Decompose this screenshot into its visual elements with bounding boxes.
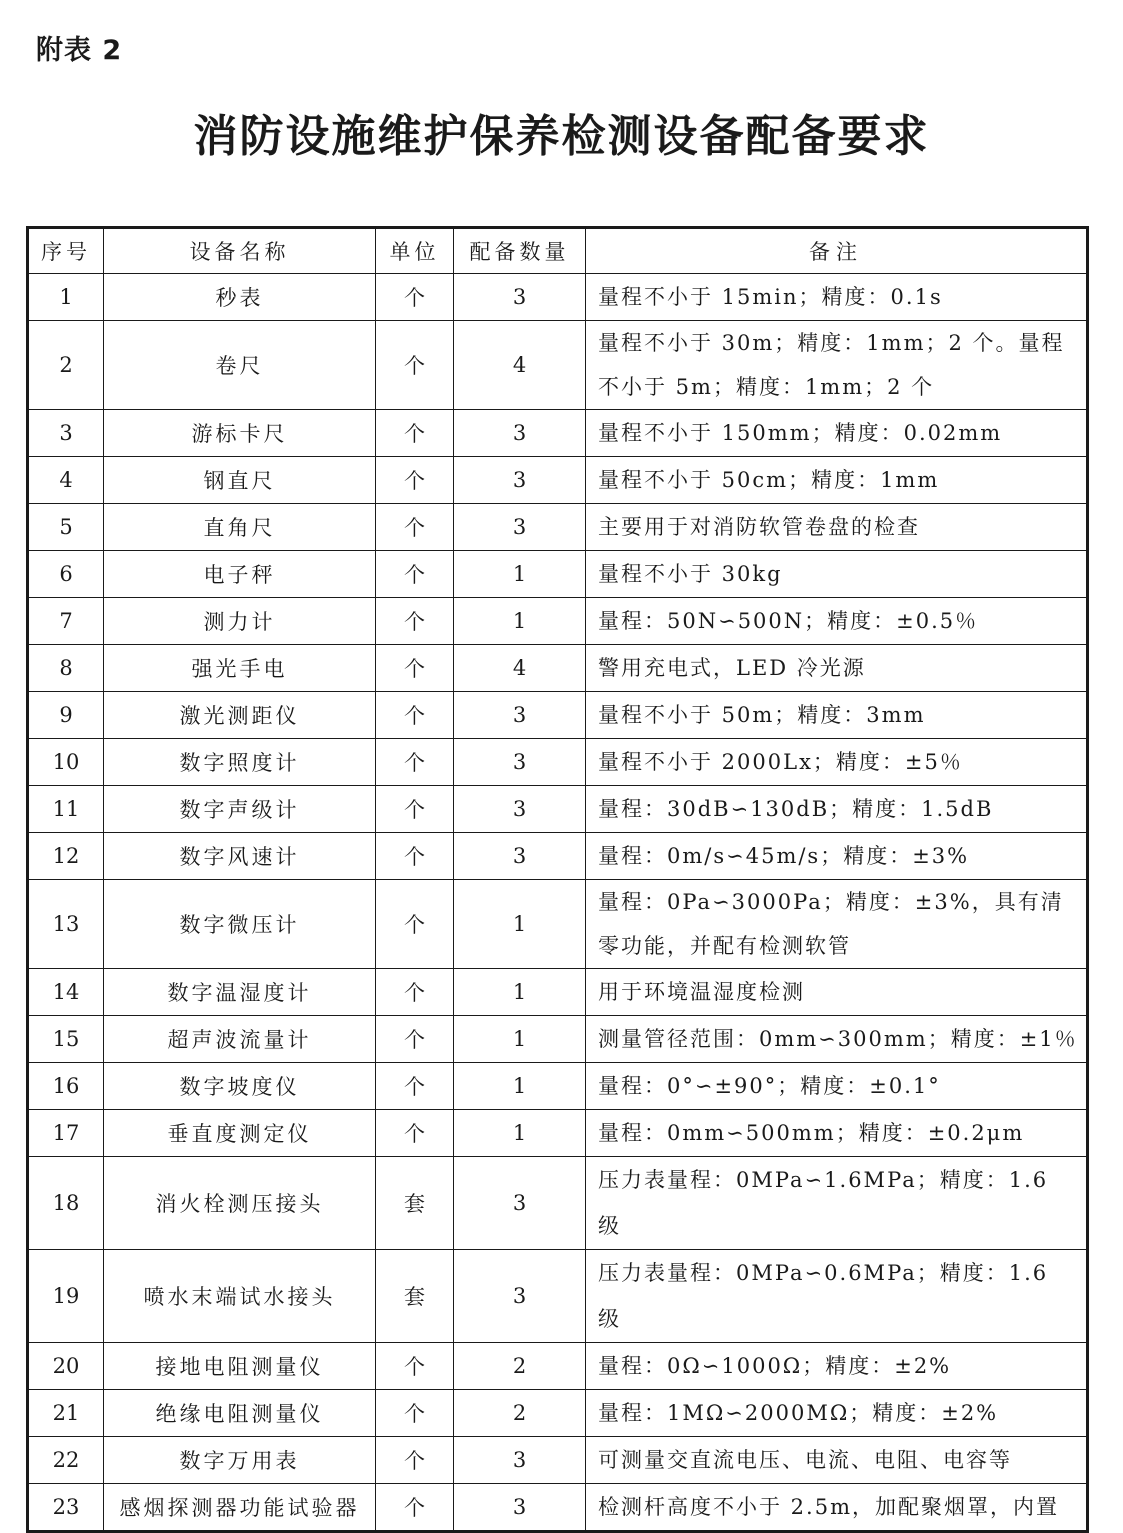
table-row (28, 880, 1088, 969)
cell-no: 15 (28, 1016, 104, 1063)
cell-unit: 个 (376, 410, 454, 457)
header-unit: 单位 (376, 228, 454, 274)
cell-name: 超声波流量计 (104, 1016, 376, 1063)
cell-note: 可测量交直流电压、电流、电阻、电容等 (586, 1437, 1088, 1484)
cell-note: 检测杆高度不小于 2.5m，加配聚烟罩，内置 (586, 1484, 1088, 1532)
page-title: 消防设施维护保养检测设备配备要求 (193, 111, 930, 162)
cell-unit: 个 (376, 1110, 454, 1157)
header-note: 备注 (586, 228, 1088, 274)
table-row (28, 969, 1088, 1016)
cell-unit: 个 (376, 457, 454, 504)
cell-no: 5 (28, 504, 104, 551)
cell-name: 数字万用表 (104, 1437, 376, 1484)
cell-name: 数字声级计 (104, 786, 376, 833)
cell-no: 7 (28, 598, 104, 645)
table-row (28, 1063, 1088, 1110)
table-row (28, 833, 1088, 880)
cell-no: 3 (28, 410, 104, 457)
cell-name: 数字温湿度计 (104, 969, 376, 1016)
cell-qty: 3 (454, 1484, 586, 1532)
cell-name: 秒表 (104, 274, 376, 321)
cell-qty: 2 (454, 1390, 586, 1437)
cell-no: 1 (28, 274, 104, 321)
cell-no: 20 (28, 1343, 104, 1390)
table-row (28, 274, 1088, 321)
cell-note: 量程：0mm∽500mm；精度：±0.2μm (586, 1110, 1088, 1157)
cell-note: 量程：0°∽±90°；精度：±0.1° (586, 1063, 1088, 1110)
appendix-label: 附表 2 (36, 35, 123, 66)
cell-qty: 4 (454, 645, 586, 692)
cell-unit: 个 (376, 551, 454, 598)
table-row (28, 1016, 1088, 1063)
cell-no: 4 (28, 457, 104, 504)
cell-name: 接地电阻测量仪 (104, 1343, 376, 1390)
cell-no: 11 (28, 786, 104, 833)
cell-note: 量程：0m/s∽45m/s；精度：±3% (586, 833, 1088, 880)
cell-unit: 个 (376, 274, 454, 321)
cell-qty: 3 (454, 274, 586, 321)
cell-unit: 个 (376, 504, 454, 551)
header-name: 设备名称 (104, 228, 376, 274)
cell-unit: 个 (376, 1437, 454, 1484)
cell-qty: 3 (454, 504, 586, 551)
cell-note: 量程不小于 15min；精度：0.1s (586, 274, 1088, 321)
cell-no: 9 (28, 692, 104, 739)
cell-unit: 套 (376, 1250, 454, 1343)
cell-name: 数字风速计 (104, 833, 376, 880)
cell-no: 13 (28, 880, 104, 969)
table-row (28, 598, 1088, 645)
cell-name: 消火栓测压接头 (104, 1157, 376, 1250)
cell-no: 14 (28, 969, 104, 1016)
cell-note: 量程：1MΩ∽2000MΩ；精度：±2% (586, 1390, 1088, 1437)
cell-unit: 个 (376, 1016, 454, 1063)
cell-qty: 1 (454, 1063, 586, 1110)
cell-name: 钢直尺 (104, 457, 376, 504)
cell-name: 感烟探测器功能试验器 (104, 1484, 376, 1532)
cell-note: 测量管径范围：0mm∽300mm；精度：±1％ (586, 1016, 1088, 1063)
table-row (28, 1437, 1088, 1484)
cell-name: 直角尺 (104, 504, 376, 551)
cell-no: 10 (28, 739, 104, 786)
table-row (28, 645, 1088, 692)
header-no: 序号 (28, 228, 104, 274)
cell-unit: 个 (376, 645, 454, 692)
cell-note: 主要用于对消防软管卷盘的检查 (586, 504, 1088, 551)
cell-qty: 4 (454, 321, 586, 410)
table-row (28, 410, 1088, 457)
cell-qty: 1 (454, 1016, 586, 1063)
cell-note: 量程不小于 150mm；精度：0.02mm (586, 410, 1088, 457)
table-row (28, 1390, 1088, 1437)
cell-qty: 1 (454, 969, 586, 1016)
table-row (28, 739, 1088, 786)
cell-qty: 3 (454, 1437, 586, 1484)
cell-name: 测力计 (104, 598, 376, 645)
cell-no: 19 (28, 1250, 104, 1343)
cell-note: 用于环境温湿度检测 (586, 969, 1088, 1016)
header-qty: 配备数量 (454, 228, 586, 274)
cell-unit: 个 (376, 598, 454, 645)
cell-name: 数字坡度仪 (104, 1063, 376, 1110)
cell-name: 游标卡尺 (104, 410, 376, 457)
cell-qty: 3 (454, 692, 586, 739)
cell-name: 强光手电 (104, 645, 376, 692)
table-row (28, 551, 1088, 598)
cell-unit: 个 (376, 1343, 454, 1390)
cell-name: 数字照度计 (104, 739, 376, 786)
cell-qty: 3 (454, 457, 586, 504)
cell-note: 量程不小于 50cm；精度：1mm (586, 457, 1088, 504)
cell-note: 压力表量程：0MPa∽0.6MPa；精度：1.6 级 (586, 1250, 1088, 1343)
cell-unit: 个 (376, 1484, 454, 1532)
cell-unit: 个 (376, 786, 454, 833)
cell-note: 量程：50N∽500N；精度：±0.5％ (586, 598, 1088, 645)
table-row (28, 1484, 1088, 1532)
cell-note: 量程不小于 30kg (586, 551, 1088, 598)
cell-qty: 3 (454, 1157, 586, 1250)
cell-note: 量程不小于 2000Lx；精度：±5％ (586, 739, 1088, 786)
cell-note: 量程：30dB∽130dB；精度：1.5dB (586, 786, 1088, 833)
cell-name: 喷水末端试水接头 (104, 1250, 376, 1343)
cell-qty: 1 (454, 598, 586, 645)
cell-note: 警用充电式，LED 冷光源 (586, 645, 1088, 692)
cell-no: 23 (28, 1484, 104, 1532)
cell-qty: 3 (454, 833, 586, 880)
cell-note: 量程：0Ω∽1000Ω；精度：±2% (586, 1343, 1088, 1390)
table-row (28, 1343, 1088, 1390)
cell-qty: 2 (454, 1343, 586, 1390)
cell-qty: 3 (454, 410, 586, 457)
cell-unit: 个 (376, 1063, 454, 1110)
cell-name: 卷尺 (104, 321, 376, 410)
cell-qty: 1 (454, 1110, 586, 1157)
table-header-row (28, 228, 1088, 274)
table-row (28, 692, 1088, 739)
cell-no: 8 (28, 645, 104, 692)
cell-unit: 个 (376, 739, 454, 786)
cell-unit: 个 (376, 692, 454, 739)
cell-name: 电子秤 (104, 551, 376, 598)
cell-no: 6 (28, 551, 104, 598)
cell-unit: 个 (376, 969, 454, 1016)
table-row (28, 1250, 1088, 1343)
cell-note: 压力表量程：0MPa∽1.6MPa；精度：1.6 级 (586, 1157, 1088, 1250)
table-body (28, 274, 1088, 1532)
cell-qty: 1 (454, 551, 586, 598)
cell-unit: 套 (376, 1157, 454, 1250)
cell-note: 量程不小于 50m；精度：3mm (586, 692, 1088, 739)
cell-qty: 3 (454, 786, 586, 833)
cell-no: 16 (28, 1063, 104, 1110)
cell-name: 数字微压计 (104, 880, 376, 969)
cell-qty: 3 (454, 739, 586, 786)
cell-unit: 个 (376, 321, 454, 410)
table-row (28, 457, 1088, 504)
cell-name: 绝缘电阻测量仪 (104, 1390, 376, 1437)
table-row (28, 321, 1088, 410)
cell-no: 2 (28, 321, 104, 410)
cell-unit: 个 (376, 880, 454, 969)
table-row (28, 1110, 1088, 1157)
cell-qty: 1 (454, 880, 586, 969)
cell-no: 21 (28, 1390, 104, 1437)
cell-note: 量程不小于 30m；精度：1mm；2 个。量程不小于 5m；精度：1mm；2 个 (586, 321, 1088, 410)
cell-no: 12 (28, 833, 104, 880)
cell-qty: 3 (454, 1250, 586, 1343)
table-row (28, 786, 1088, 833)
cell-name: 垂直度测定仪 (104, 1110, 376, 1157)
table-row (28, 504, 1088, 551)
cell-no: 22 (28, 1437, 104, 1484)
cell-unit: 个 (376, 1390, 454, 1437)
cell-unit: 个 (376, 833, 454, 880)
table-row (28, 1157, 1088, 1250)
equipment-table (26, 226, 1089, 1533)
cell-no: 17 (28, 1110, 104, 1157)
cell-note: 量程：0Pa∽3000Pa；精度：±3%，具有清零功能，并配有检测软管 (586, 880, 1088, 969)
cell-no: 18 (28, 1157, 104, 1250)
cell-name: 激光测距仪 (104, 692, 376, 739)
